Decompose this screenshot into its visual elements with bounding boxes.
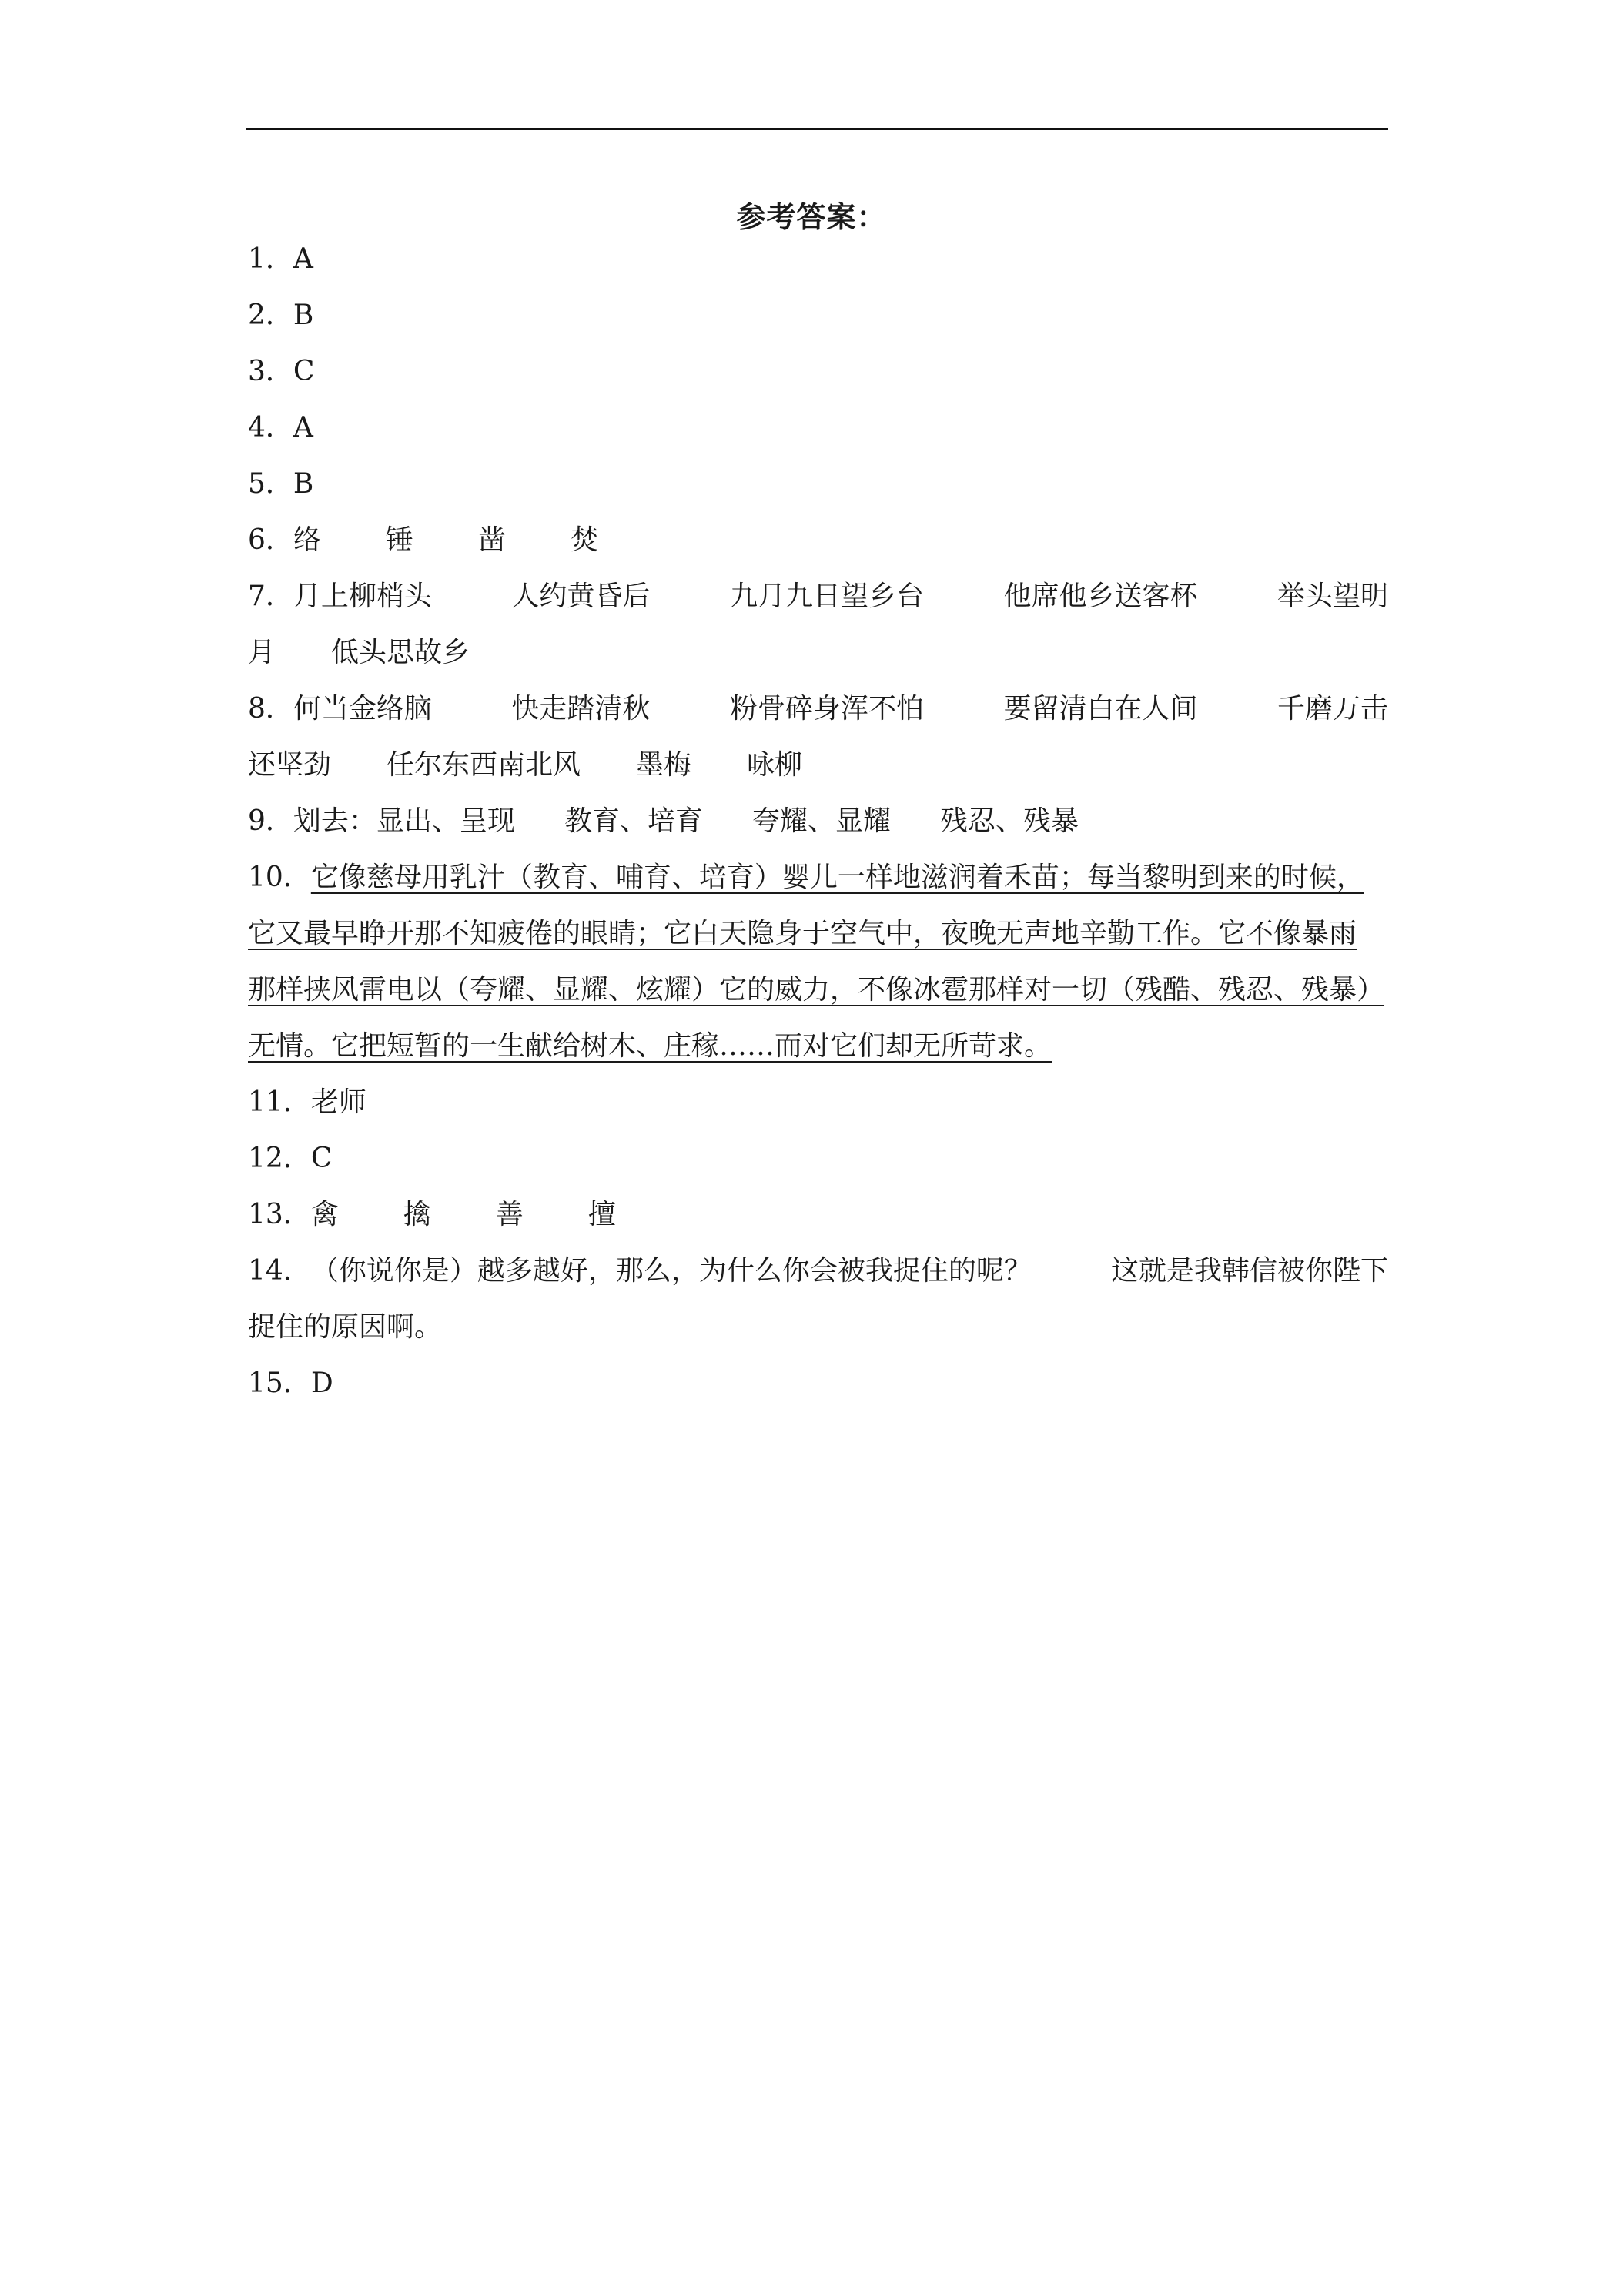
answer-item: 禽 xyxy=(310,1199,339,1230)
answer-label: 划去： xyxy=(293,805,376,837)
answer-10-line-3 xyxy=(248,962,1388,1018)
answer-item: 任尔东西南北风 xyxy=(387,749,581,781)
answer-number: 2． xyxy=(248,300,293,331)
answer-item: 擒 xyxy=(403,1199,431,1230)
answer-14-line-2 xyxy=(248,1299,1388,1355)
answer-text: D xyxy=(310,1367,333,1399)
answer-8-line-1 xyxy=(248,681,1388,737)
answer-passage-line: 无情。它把短暂的一生献给树木、庄稼……而对它们却无所苛求。 xyxy=(248,1030,1052,1062)
answer-item: 凿 xyxy=(477,524,506,556)
answer-13 xyxy=(248,1186,1388,1243)
answer-number: 1． xyxy=(248,243,293,275)
answer-item: 残忍、残暴 xyxy=(939,805,1079,837)
answer-14-line-1 xyxy=(248,1243,1388,1299)
answer-text: B xyxy=(293,468,314,500)
answer-item: 月 xyxy=(248,637,276,668)
answer-item: 显出、呈现 xyxy=(376,805,515,837)
answer-passage-line: 它又最早睁开那不知疲倦的眼睛；它白天隐身于空气中，夜晚无声地辛勤工作。它不像暴雨 xyxy=(248,918,1357,949)
answer-10-line-2 xyxy=(248,905,1388,962)
answer-text: C xyxy=(293,356,315,387)
answer-item: 九月九日望乡台 xyxy=(729,581,924,612)
answer-item: 墨梅 xyxy=(636,749,692,781)
answer-item: 善 xyxy=(495,1199,524,1230)
answer-item: 要留清白在人间 xyxy=(1003,693,1198,725)
answer-item: 粉骨碎身浑不怕 xyxy=(729,693,924,725)
answer-item: 低头思故乡 xyxy=(331,637,470,668)
answer-item-text: 月上柳梢头 xyxy=(293,581,432,612)
answer-2 xyxy=(248,287,1388,343)
answer-12 xyxy=(248,1130,1388,1186)
answer-number: 11． xyxy=(248,1086,311,1118)
answer-10-line-4 xyxy=(248,1018,1388,1074)
answer-item xyxy=(248,681,432,737)
answer-item: 擅 xyxy=(587,1199,616,1230)
answer-number: 3． xyxy=(248,356,293,387)
answer-10-line-1 xyxy=(248,849,1388,905)
answer-item: 人约黄昏后 xyxy=(511,581,651,612)
answer-text: 老师 xyxy=(310,1086,366,1118)
answer-5 xyxy=(248,456,1388,512)
answer-list xyxy=(248,231,1388,1411)
answer-number: 15． xyxy=(248,1367,311,1399)
answer-text: A xyxy=(293,243,313,275)
answer-item: 焚 xyxy=(570,524,598,556)
answer-number: 7． xyxy=(248,581,293,612)
answer-item: 咏柳 xyxy=(747,749,803,781)
answer-4 xyxy=(248,400,1388,456)
answer-7-line-2 xyxy=(248,624,1388,681)
answer-item xyxy=(248,1243,1032,1299)
answer-passage-line: 它像慈母用乳汁（教育、哺育、培育）婴儿一样地滋润着禾苗；每当黎明到来的时候， xyxy=(310,862,1364,893)
answer-passage-line: 那样挟风雷电以（夸耀、显耀、炫耀）它的威力，不像冰雹那样对一切（残酷、残忍、残暴） xyxy=(248,974,1385,1006)
answer-item: 捉住的原因啊。 xyxy=(248,1311,443,1343)
header-rule xyxy=(246,128,1388,130)
answer-9 xyxy=(248,793,1388,849)
answer-7-line-1 xyxy=(248,568,1388,624)
answer-3 xyxy=(248,343,1388,400)
answer-text: C xyxy=(310,1143,333,1174)
answer-8-line-2 xyxy=(248,737,1388,793)
answer-text: A xyxy=(293,412,313,443)
answer-number: 13． xyxy=(248,1199,311,1230)
answer-6 xyxy=(248,512,1388,568)
answer-item: 锤 xyxy=(385,524,413,556)
answer-item: 快走踏清秋 xyxy=(511,693,651,725)
answer-item-text: （你说你是）越多越好，那么，为什么你会被我捉住的呢？ xyxy=(310,1255,1032,1287)
answer-number: 10． xyxy=(248,862,311,893)
answer-item: 这就是我韩信被你陛下 xyxy=(1110,1255,1388,1287)
answer-number: 6． xyxy=(248,524,293,556)
answer-item-text: 何当金络脑 xyxy=(293,693,432,725)
answer-1 xyxy=(248,231,1388,287)
answer-11 xyxy=(248,1074,1388,1130)
answer-number: 9． xyxy=(248,805,293,837)
answer-item: 还坚劲 xyxy=(248,749,332,781)
answer-item: 举头望明 xyxy=(1277,581,1388,612)
answer-item xyxy=(248,568,432,624)
answer-item: 教育、培育 xyxy=(564,805,703,837)
answer-item: 络 xyxy=(293,524,321,556)
answer-item: 他席他乡送客杯 xyxy=(1003,581,1198,612)
answer-number: 14． xyxy=(248,1255,311,1287)
answer-number: 8． xyxy=(248,693,293,725)
answer-15 xyxy=(248,1355,1388,1411)
answer-number: 5． xyxy=(248,468,293,500)
answer-number: 12． xyxy=(248,1143,311,1174)
answer-text: B xyxy=(293,300,314,331)
answer-item: 夸耀、显耀 xyxy=(751,805,891,837)
page-title: 参考答案： xyxy=(736,199,887,234)
answer-number: 4． xyxy=(248,412,293,443)
answer-item: 千磨万击 xyxy=(1277,693,1388,725)
